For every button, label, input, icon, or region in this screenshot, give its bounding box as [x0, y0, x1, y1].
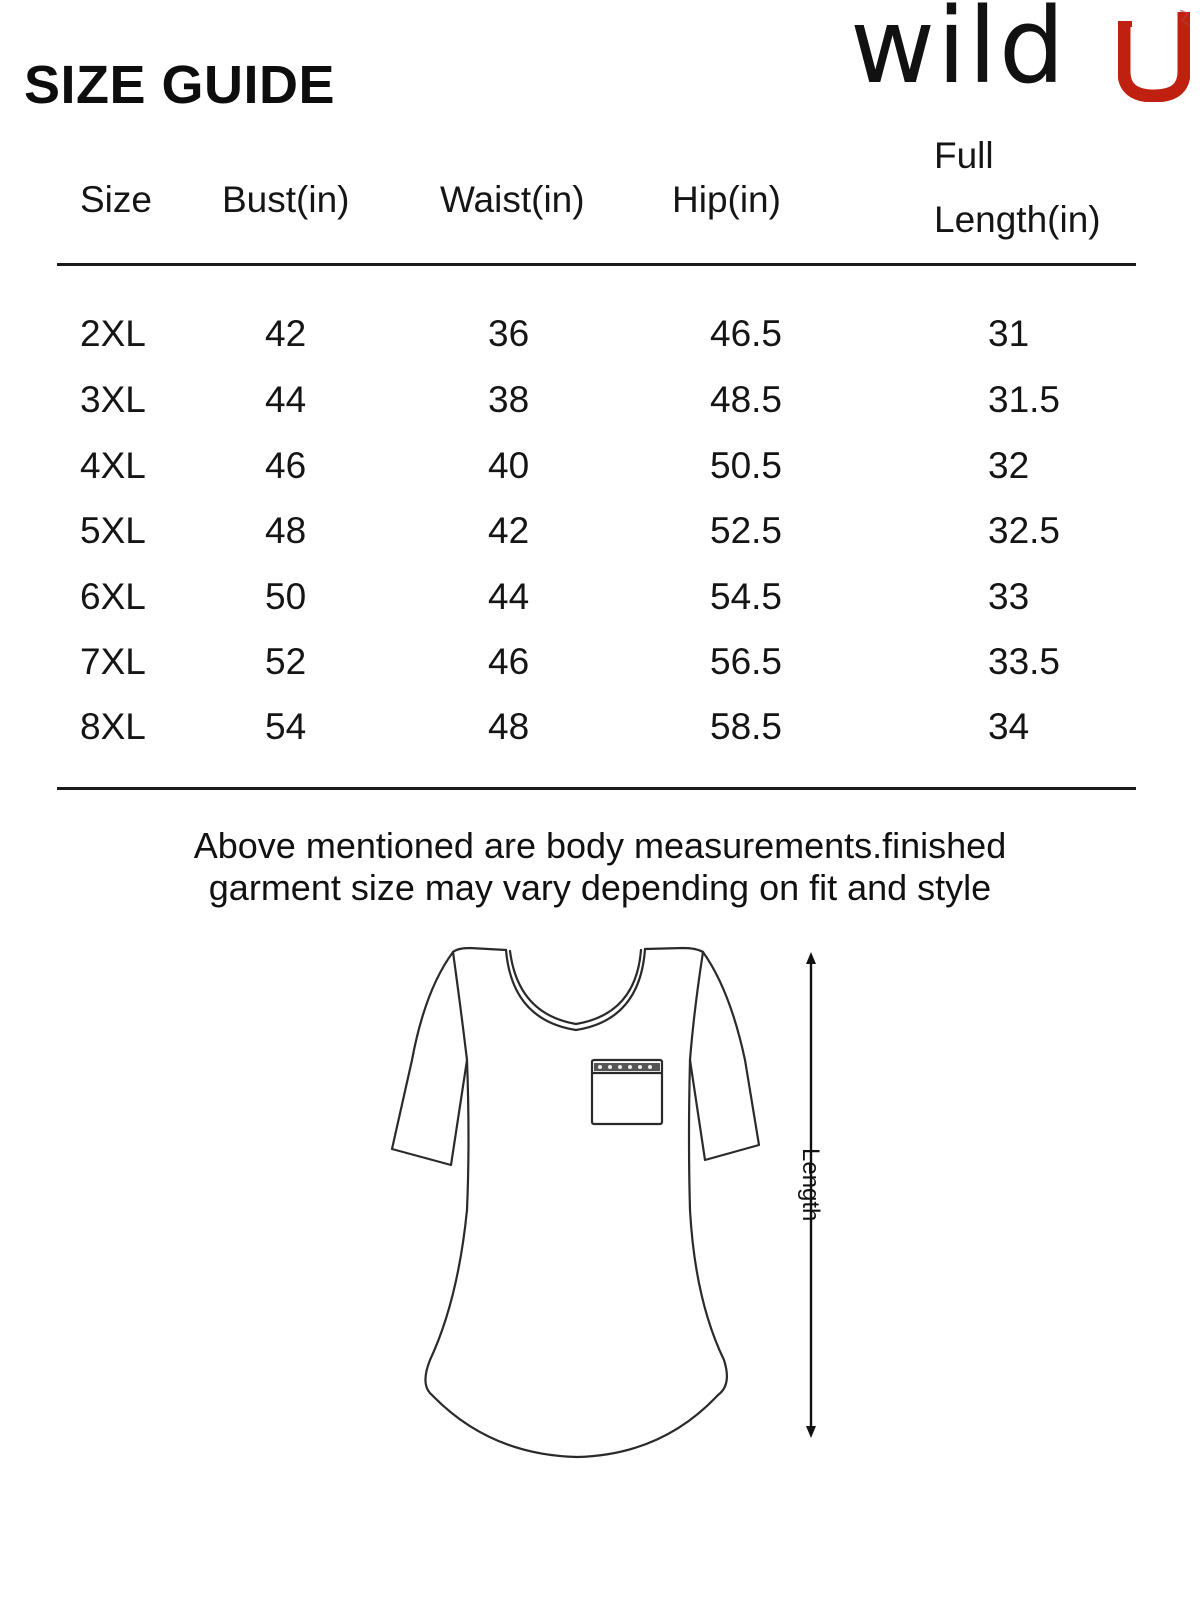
cell-size: 6XL — [80, 576, 146, 617]
length-measurement-label: Length — [797, 1148, 824, 1222]
cell-waist: 36 — [488, 313, 530, 354]
table-row — [0, 447, 1200, 507]
cell-hip: 56.5 — [710, 641, 783, 682]
cell-hip: 48.5 — [710, 379, 783, 420]
column-header-hip: Hip(in) — [672, 179, 781, 220]
cell-bust: 54 — [265, 706, 307, 747]
pocket-trim — [594, 1063, 660, 1071]
cell-size: 2XL — [80, 313, 146, 354]
cell-length: 33.5 — [988, 641, 1061, 682]
cell-size: 3XL — [80, 379, 146, 420]
note-line-2: garment size may vary depending on fit and style — [208, 867, 992, 908]
cell-size: 7XL — [80, 641, 146, 682]
cell-waist: 48 — [488, 706, 530, 747]
cell-length: 34 — [988, 706, 1030, 747]
garment-left-shoulder — [453, 948, 506, 952]
cell-length: 32 — [988, 445, 1030, 486]
cell-bust: 50 — [265, 576, 307, 617]
table-footer-divider — [57, 787, 1136, 790]
garment-diagram — [370, 920, 870, 1480]
brand-u-mark-icon — [1118, 10, 1190, 102]
column-header-waist: Waist(in) — [440, 179, 585, 220]
cell-waist: 46 — [488, 641, 530, 682]
cell-length: 31 — [988, 313, 1030, 354]
cell-hip: 58.5 — [710, 706, 783, 747]
garment-neckline-inner — [510, 950, 641, 1024]
column-header-size: Size — [80, 179, 152, 220]
garment-body-outline — [425, 952, 726, 1457]
cell-hip: 54.5 — [710, 576, 783, 617]
garment-left-sleeve — [392, 952, 467, 1165]
cell-bust: 52 — [265, 641, 307, 682]
table-row — [0, 512, 1200, 572]
garment-right-shoulder — [645, 948, 703, 952]
table-row — [0, 578, 1200, 638]
measurement-note — [0, 825, 1200, 909]
garment-neckline-outer — [506, 949, 645, 1030]
cell-bust: 46 — [265, 445, 307, 486]
table-row — [0, 381, 1200, 441]
cell-waist: 38 — [488, 379, 530, 420]
cell-bust: 42 — [265, 313, 307, 354]
cell-bust: 44 — [265, 379, 307, 420]
cell-size: 5XL — [80, 510, 146, 551]
table-row — [0, 315, 1200, 375]
table-row — [0, 708, 1200, 768]
page-title: SIZE GUIDE — [24, 55, 336, 115]
brand-wordmark: wild — [850, 0, 1067, 107]
cell-hip: 52.5 — [710, 510, 783, 551]
cell-length: 33 — [988, 576, 1030, 617]
column-header-full-length-line1: Full — [934, 135, 994, 176]
size-table-header — [0, 130, 1200, 260]
cell-hip: 50.5 — [710, 445, 783, 486]
column-header-bust: Bust(in) — [222, 179, 350, 220]
table-row — [0, 643, 1200, 703]
column-header-full-length-line2: Length(in) — [934, 199, 1101, 240]
cell-waist: 42 — [488, 510, 530, 551]
cell-length: 31.5 — [988, 379, 1061, 420]
cell-size: 4XL — [80, 445, 146, 486]
cell-length: 32.5 — [988, 510, 1061, 551]
table-header-divider — [57, 263, 1136, 266]
cell-waist: 40 — [488, 445, 530, 486]
note-line-1: Above mentioned are body measurements.finished — [193, 825, 1007, 866]
garment-right-sleeve — [690, 952, 759, 1160]
brand-logo — [850, 0, 1190, 115]
cell-waist: 44 — [488, 576, 530, 617]
cell-bust: 48 — [265, 510, 307, 551]
cell-size: 8XL — [80, 706, 146, 747]
cell-hip: 46.5 — [710, 313, 783, 354]
